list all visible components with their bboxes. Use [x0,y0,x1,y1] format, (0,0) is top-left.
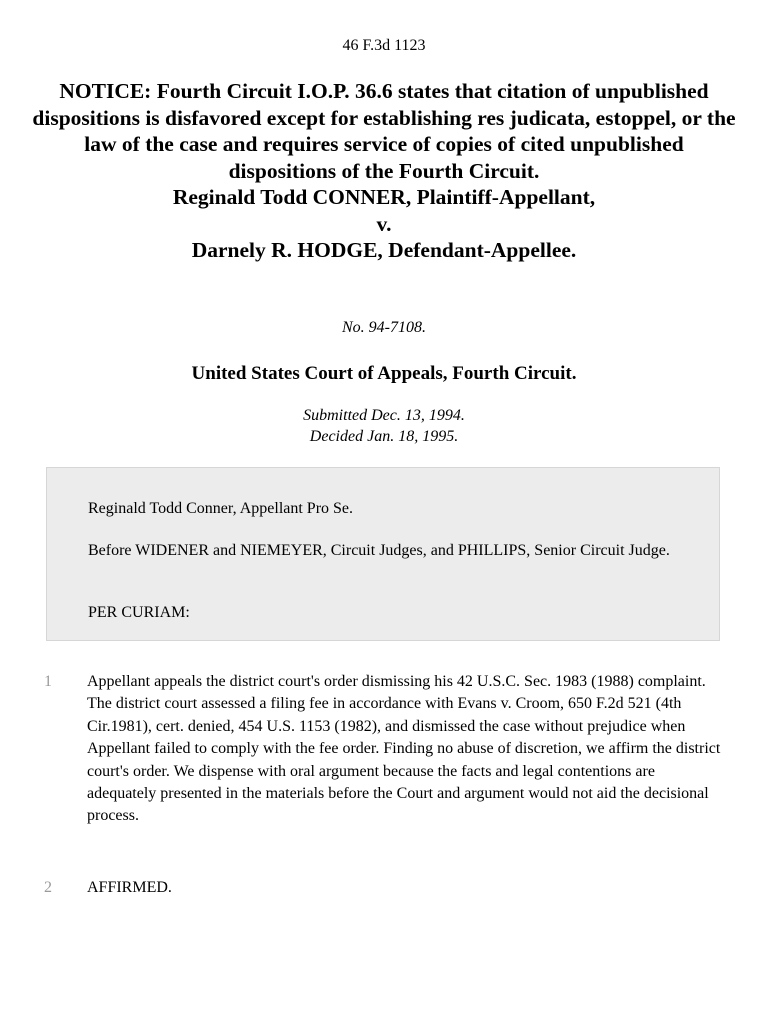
notice-text: NOTICE: Fourth Circuit I.O.P. 36.6 states that citation of unpublished dispositions is disfavored except for establishing res judicata, estoppel, or the law of the case and requires service of copies of cited unpublished dispositions of the Fourth Circuit. [32,79,736,183]
submitted-date: Submitted Dec. 13, 1994. [303,407,465,424]
court-name: United States Court of Appeals, Fourth Circuit. [191,363,577,384]
case-dates [0,405,768,447]
opinion-header-box [46,467,720,641]
decided-date: Decided Jan. 18, 1995. [309,428,459,445]
paragraph-text: Appellant appeals the district court's order dismissing his 42 U.S.C. Sec. 1983 (1988) complaint. The district court assessed a filing fee in accordance with Evans v. Croom, 650 F.2d 521 (4th Cir.1981), cert. denied, 454 U.S. 1153 (1982), and dismissed the case without prejudice when Appellant failed to comply with the fee order. Finding no abuse of discretion, we affirm the district court's order. We dispense with oral argument because the facts and legal contentions are adequately presented in the materials before the Court and argument would not aid the decisional process. [87,673,721,825]
paragraph-number: 2 [44,879,52,896]
reporter-citation: 46 F.3d 1123 [342,37,426,54]
per-curiam-label: PER CURIAM: [88,604,190,621]
defendant-line: Darnely R. HODGE, Defendant-Appellee. [191,238,577,262]
counsel-line: Reginald Todd Conner, Appellant Pro Se. [88,500,354,517]
case-caption [30,78,738,264]
docket-number: No. 94-7108. [342,319,426,336]
paragraph-number: 1 [44,673,52,690]
versus-line: v. [376,211,392,236]
paragraph-text: AFFIRMED. [87,879,172,896]
plaintiff-line: Reginald Todd CONNER, Plaintiff-Appellant, [172,185,596,209]
panel-line: Before WIDENER and NIEMEYER, Circuit Judges, and PHILLIPS, Senior Circuit Judge. [88,542,670,559]
